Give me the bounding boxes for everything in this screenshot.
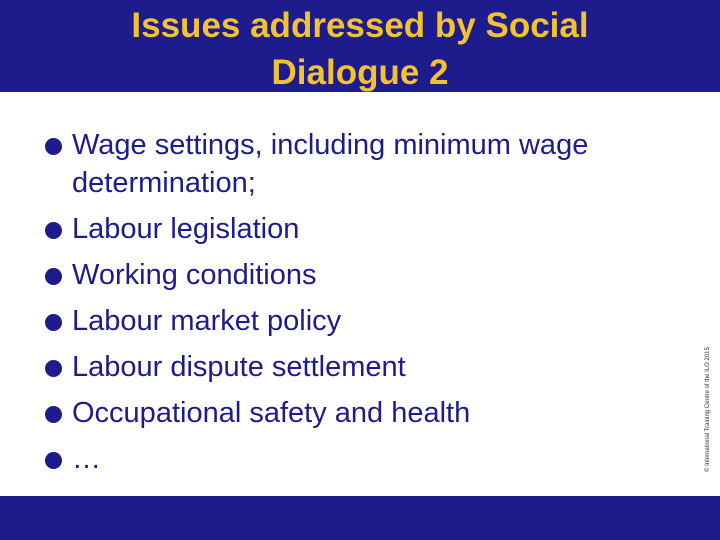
bullet-text: Occupational safety and health — [72, 397, 471, 429]
bullet-dot-icon — [45, 406, 62, 423]
bullet-list — [45, 126, 665, 486]
bullet-item-wage-settings — [45, 126, 665, 202]
bullet-dot-icon — [45, 452, 62, 469]
title-banner — [0, 0, 720, 92]
footer-bar — [0, 496, 720, 540]
slide-title-line-2: Dialogue 2 — [271, 53, 449, 92]
bullet-item-ellipsis — [45, 440, 665, 478]
bullet-text: Labour dispute settlement — [72, 351, 406, 383]
bullet-dot-icon — [45, 138, 62, 155]
slide-title-line-1: Issues addressed by Social — [131, 6, 589, 45]
copyright-notice: © International Training Centre of the ILO 2015 — [705, 347, 711, 472]
bullet-item-occupational-safety — [45, 394, 665, 432]
bullet-dot-icon — [45, 268, 62, 285]
bullet-item-working-conditions — [45, 256, 665, 294]
bullet-item-labour-market-policy — [45, 302, 665, 340]
bullet-dot-icon — [45, 360, 62, 377]
slide-title — [40, 2, 680, 96]
bullet-text: … — [72, 443, 101, 475]
bullet-dot-icon — [45, 222, 62, 239]
bullet-text: Working conditions — [72, 259, 317, 291]
bullet-text: Wage settings, including minimum wage determination; — [72, 129, 589, 199]
bullet-dot-icon — [45, 314, 62, 331]
bullet-text: Labour market policy — [72, 305, 342, 337]
bullet-text: Labour legislation — [72, 213, 300, 245]
bullet-item-labour-legislation — [45, 210, 665, 248]
bullet-item-labour-dispute-settlement — [45, 348, 665, 386]
